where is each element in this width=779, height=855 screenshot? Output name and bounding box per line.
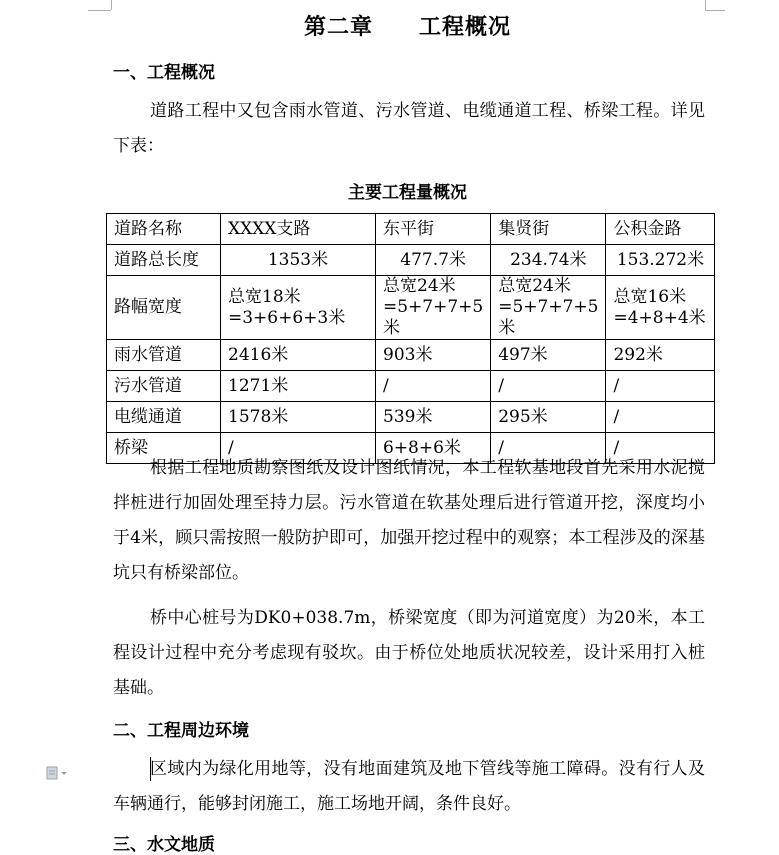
table-row — [107, 245, 715, 276]
environment-paragraph[interactable]: 区域内为绿化用地等，没有地面建筑及地下管线等施工障碍。没有行人及车辆通行，能够封闭施工，施工场地开阔，条件良好。 — [113, 759, 705, 814]
bridge-paragraph[interactable]: 桥中心桩号为DK0+038.7m，桥梁宽度（即为河道宽度）为20米，本工程设计过程中充分考虑现有驳坎。由于桥位处地质状况较差，设计采用打入桩基础。 — [113, 608, 705, 698]
table-cell[interactable]: 2416米 — [221, 340, 376, 371]
document-options-icon[interactable] — [46, 766, 68, 780]
table-cell[interactable]: 集贤街 — [491, 214, 606, 245]
table-cell[interactable]: 153.272米 — [606, 245, 715, 276]
table-title: 主要工程量概况 — [348, 183, 467, 203]
table-cell[interactable]: / — [491, 371, 606, 402]
table-cell[interactable]: 总宽24米=5+7+7+5米 — [491, 276, 606, 340]
section-heading-environment: 二、工程周边环境 — [113, 721, 249, 741]
table-cell[interactable]: 桥梁 — [107, 433, 221, 464]
table-row — [107, 371, 715, 402]
table-cell[interactable]: / — [606, 371, 715, 402]
table-cell[interactable]: / — [606, 402, 715, 433]
intro-paragraph[interactable]: 道路工程中又包含雨水管道、污水管道、电缆通道工程、桥梁工程。详见下表： — [113, 101, 705, 156]
table-cell[interactable]: 1578米 — [221, 402, 376, 433]
table-header-row — [107, 214, 715, 245]
table-cell[interactable]: 路幅宽度 — [107, 276, 221, 340]
table-cell[interactable]: 6+8+6米 — [376, 433, 491, 464]
quantity-table — [106, 213, 715, 464]
section-heading-hydrogeology: 三、水文地质 — [113, 835, 215, 855]
margin-mark-top-right — [705, 0, 706, 10]
table-cell[interactable]: 477.7米 — [376, 245, 491, 276]
table-cell[interactable]: XXXX支路 — [221, 214, 376, 245]
table-cell[interactable]: / — [606, 433, 715, 464]
table-row — [107, 402, 715, 433]
table-cell[interactable]: 总宽16米=4+8+4米 — [606, 276, 715, 340]
table-cell[interactable]: 1353米 — [221, 245, 376, 276]
table-cell[interactable]: 东平街 — [376, 214, 491, 245]
table-cell[interactable]: / — [376, 371, 491, 402]
geology-paragraph[interactable]: 根据工程地质勘察图纸及设计图纸情况，本工程软基地段首先采用水泥搅拌桩进行加固处理至持力层。污水管道在软基处理后进行管道开挖，深度均小于4米，顾只需按照一般防护即可，加强开挖过程中的观察；本工程涉及的深基坑只有桥梁部位。 — [113, 458, 705, 583]
table-cell[interactable]: 道路名称 — [107, 214, 221, 245]
table-cell[interactable]: 雨水管道 — [107, 340, 221, 371]
table-row — [107, 276, 715, 340]
table-cell[interactable]: 总宽18米=3+6+6+3米 — [221, 276, 376, 340]
table-cell[interactable]: 295米 — [491, 402, 606, 433]
margin-mark-top-left — [111, 0, 112, 10]
table-cell[interactable]: 污水管道 — [107, 371, 221, 402]
table-cell[interactable]: 公积金路 — [606, 214, 715, 245]
table-cell[interactable]: 903米 — [376, 340, 491, 371]
table-cell[interactable]: / — [491, 433, 606, 464]
table-cell[interactable]: 234.74米 — [491, 245, 606, 276]
table-row — [107, 340, 715, 371]
table-cell[interactable]: 总宽24米=5+7+7+5米 — [376, 276, 491, 340]
table-cell[interactable]: 电缆通道 — [107, 402, 221, 433]
table-cell[interactable]: 道路总长度 — [107, 245, 221, 276]
table-cell[interactable]: 539米 — [376, 402, 491, 433]
chapter-title: 第二章 工程概况 — [303, 15, 511, 40]
section-heading-overview: 一、工程概况 — [113, 63, 215, 83]
table-cell[interactable]: / — [221, 433, 376, 464]
table-cell[interactable]: 497米 — [491, 340, 606, 371]
table-cell[interactable]: 1271米 — [221, 371, 376, 402]
table-cell[interactable]: 292米 — [606, 340, 715, 371]
